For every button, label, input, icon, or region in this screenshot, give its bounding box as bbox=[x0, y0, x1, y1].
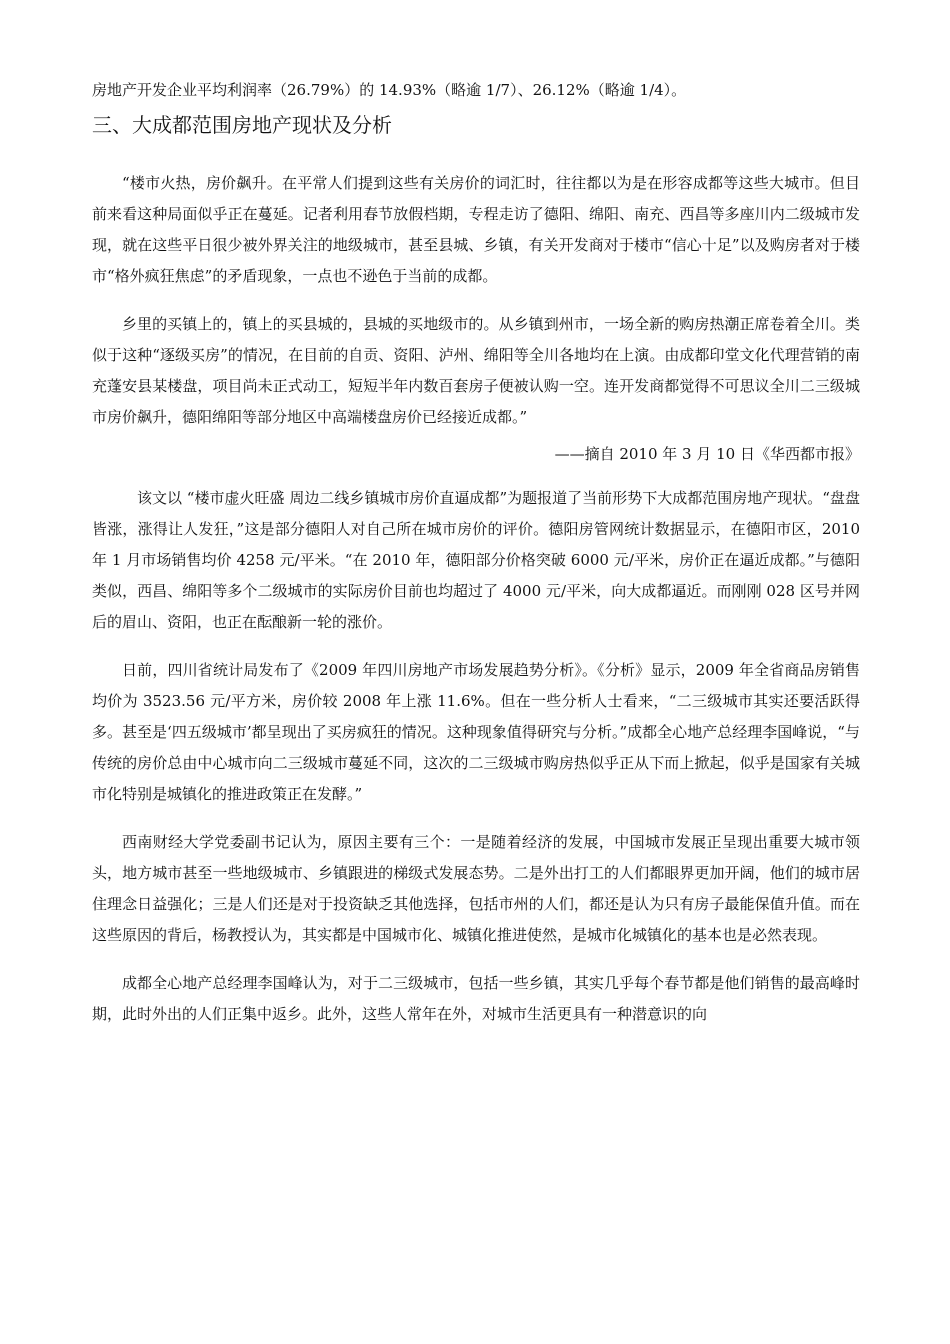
analysis-paragraph-4: 成都全心地产总经理李国峰认为，对于二三级城市，包括一些乡镇，其实几乎每个春节都是他们销售的最高峰时期，此时外出的人们正集中返乡。此外，这些人常年在外，对城市生活更具有一种潜意识的向 bbox=[92, 974, 860, 1023]
analysis-paragraph-1: 该文以 “楼市虚火旺盛 周边二线乡镇城市房价直逼成都”为题报道了当前形势下大成都范围房地产现状。“盘盘皆涨，涨得让人发狂，”这是部分德阳人对自己所在城市房价的评价。德阳房管网统计数据显示，在德阳市区，2010 年 1 月市场销售均价 4258 元/平米。“在 2010 年，德阳部分价格突破 6000 元/平米，房价正在逼近成都。”与德阳类似，西昌、绵阳等多个二级城市的实际房价目前也均超过了 4000 元/平米，向大成都逼近。而刚刚 028 区号并网后的眉山、资阳，也正在酝酿新一轮的涨价。 bbox=[92, 489, 860, 631]
quote-attribution: ——摘自 2010 年 3 月 10 日《华西都市报》 bbox=[554, 445, 860, 463]
analysis-paragraph-3: 西南财经大学党委副书记认为，原因主要有三个：一是随着经济的发展，中国城市发展正呈现出重要大城市领头，地方城市甚至一些地级城市、乡镇跟进的梯级式发展态势。二是外出打工的人们都眼界更加开阔，他们的城市居住理念日益强化；三是人们还是对于投资缺乏其他选择，包括市州的人们，都还是认为只有房子最能保值升值。而在这些原因的背后，杨教授认为，其实都是中国城市化、城镇化推进使然，是城市化城镇化的基本也是必然表现。 bbox=[92, 833, 860, 944]
quote-paragraph-2: 乡里的买镇上的，镇上的买县城的，县城的买地级市的。从乡镇到州市，一场全新的购房热潮正席卷着全川。类似于这种“逐级买房”的情况，在目前的自贡、资阳、泸州、绵阳等全川各地均在上演。由成都印堂文化代理营销的南充蓬安县某楼盘，项目尚未正式动工，短短半年内数百套房子便被认购一空。连开发商都觉得不可思议全川二三级城市房价飙升，德阳绵阳等部分地区中高端楼盘房价已经接近成都。” bbox=[92, 315, 860, 426]
quote-paragraph-1: “楼市火热，房价飙升。在平常人们提到这些有关房价的词汇时，往往都以为是在形容成都等这些大城市。但目前来看这种局面似乎正在蔓延。记者利用春节放假档期，专程走访了德阳、绵阳、南充、西昌等多座川内二级城市发现，就在这些平日很少被外界关注的地级城市，甚至县城、乡镇，有关开发商对于楼市“信心十足”以及购房者对于楼市“格外疯狂焦虑”的矛盾现象，一点也不逊色于当前的成都。 bbox=[92, 174, 860, 285]
section-heading: 三、大成都范围房地产现状及分析 bbox=[92, 113, 392, 137]
document-page bbox=[92, 80, 860, 1047]
continuation-line: 房地产开发企业平均利润率（26.79%）的 14.93%（略逾 1/7）、26.12%（略逾 1/4）。 bbox=[92, 81, 687, 99]
analysis-paragraph-2: 日前，四川省统计局发布了《2009 年四川房地产市场发展趋势分析》。《分析》显示，2009 年全省商品房销售均价为 3523.56 元/平方米，房价较 2008 年上涨 11.6%。但在一些分析人士看来，“二三级城市其实还要活跃得多。甚至是‘四五级城市’都呈现出了买房疯狂的情况。这种现象值得研究与分析。”成都全心地产总经理李国峰说，“与传统的房价总由中心城市向二三级城市蔓延不同，这次的二三级城市购房热似乎正从下而上掀起，似乎是国家有关城市化特别是城镇化的推进政策正在发酵。” bbox=[92, 661, 860, 803]
